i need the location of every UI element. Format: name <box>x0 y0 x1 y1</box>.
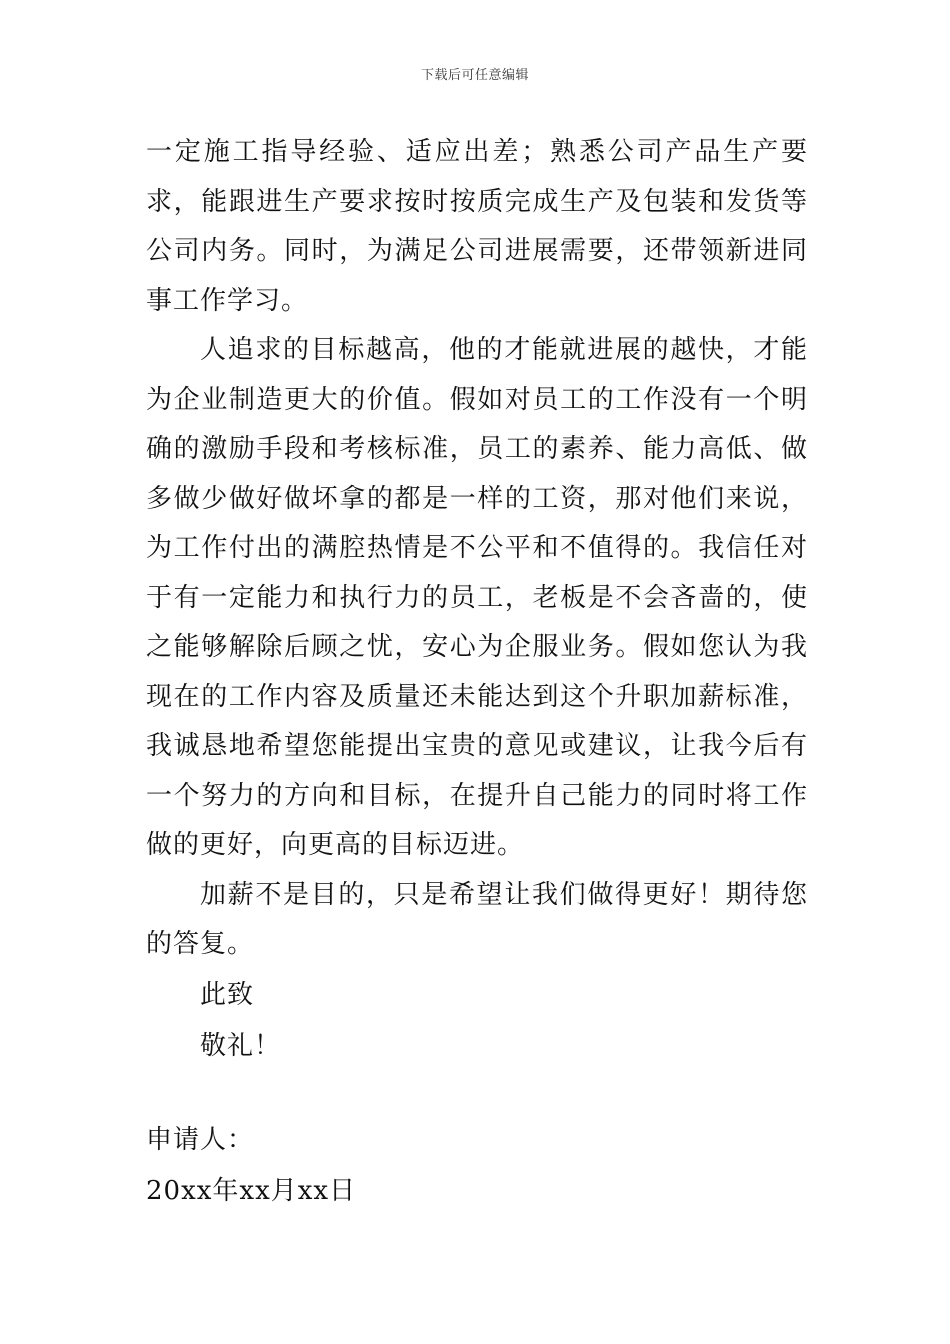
applicant-label: 申请人： <box>146 1124 255 1155</box>
closing-salutation: 此致 <box>200 979 255 1010</box>
spacer <box>146 1072 808 1115</box>
page-header: 下载后可任意编辑 <box>420 68 529 83</box>
closing-regards: 敬礼！ <box>200 1030 282 1061</box>
paragraph-request: 加薪不是目的，只是希望让我们做得更好！期待您的答复。 <box>146 879 808 959</box>
paragraph-goals: 人追求的目标越高，他的才能就进展的越快，才能为企业制造更大的价值。假如对员工的工作没有一个明确的激励手段和考核标准，员工的素养、能力高低、做多做少做好做坏拿的都是一样的工资，那对他们来说，为工作付出的满腔热情是不公平和不值得的。我信任对于有一定能力和执行力的员工，老板是不会吝啬的，使之能够解除后顾之忧，安心为企服业务。假如您认为我现在的工作内容及质量还未能达到这个升职加薪标准，我诚恳地希望您能提出宝贵的意见或建议，让我今后有一个努力的方向和目标，在提升自己能力的同时将工作做的更好，向更高的目标迈进。 <box>146 335 808 860</box>
letter-body <box>146 128 808 1217</box>
signature-date: 20xx年xx月xx日 <box>146 1175 357 1206</box>
paragraph-continuation: 一定施工指导经验、适应出差；熟悉公司产品生产要求，能跟进生产要求按时按质完成生产及包装和发货等公司内务。同时，为满足公司进展需要，还带领新进同事工作学习。 <box>146 137 808 316</box>
